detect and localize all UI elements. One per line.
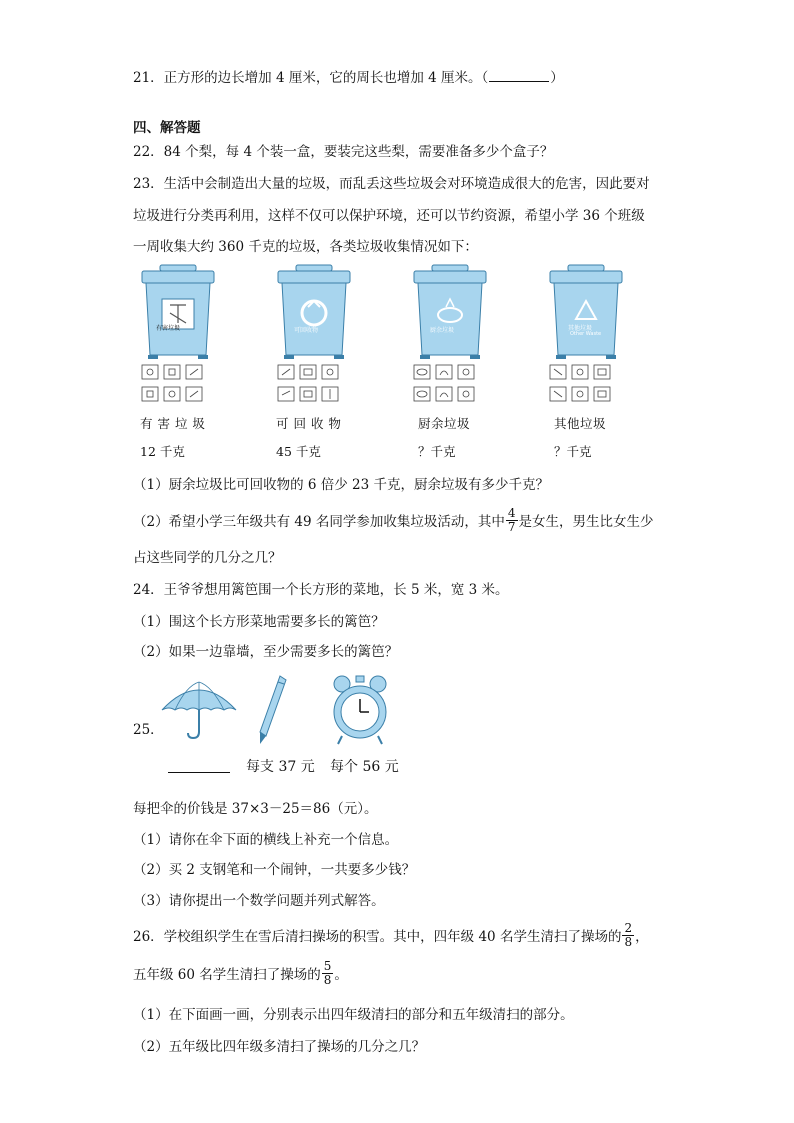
bin-label-other-waste: 其他垃圾 (554, 416, 607, 431)
garbage-bins-figure (138, 263, 638, 463)
question-21 (133, 66, 564, 86)
bin-sign-text: 厨余垃圾 (430, 327, 455, 334)
question-26-sub1: （1）在下面画一画，分别表示出四年级清扫的部分和五年级清扫的部分。 (133, 1007, 574, 1023)
question-22: 22．84 个梨，每 4 个装一盒，要装完这些梨，需要准备多少个盒子？ (133, 144, 554, 160)
fraction-numerator: 4 (507, 505, 516, 520)
bin-other-waste (546, 263, 626, 365)
answer-blank[interactable] (489, 69, 549, 82)
bin-sign-text: 可回收物 (294, 327, 319, 334)
bin-recyclable (274, 263, 354, 365)
question-23-line1: 23．生活中会制造出大量的垃圾，而乱丢这些垃圾会对环境造成很大的危害，因此要对 (133, 176, 650, 192)
alarm-clock-icon (330, 674, 390, 746)
question-26-line2 (133, 956, 348, 990)
question-25-calc: 每把伞的价钱是 37×3－25＝86（元）。 (133, 801, 378, 817)
food-waste-bin-icon (410, 263, 490, 361)
bin-label-food-waste: 厨余垃圾 (418, 416, 471, 431)
question-25-sub3: （3）请你提出一个数学问题并列式解答。 (133, 893, 385, 909)
question-23-sub1: （1）厨余垃圾比可回收物的 6 倍少 23 千克，厨余垃圾有多少千克？ (133, 477, 550, 493)
bin-label-recyclable: 可 回 收 物 (276, 416, 342, 431)
fraction-denominator: 7 (507, 519, 516, 534)
recyclable-bin-icon (274, 263, 354, 361)
question-26-sub2: （2）五年级比四年级多清扫了操场的几分之几？ (133, 1039, 426, 1055)
other-waste-items-icon (548, 363, 618, 407)
question-25-sub1: （1）请你在伞下面的横线上补充一个信息。 (133, 832, 399, 848)
other-waste-bin-icon (546, 263, 626, 361)
fraction-numerator: 2 (624, 920, 633, 935)
bin-sign-text: 其他垃圾 (568, 325, 593, 332)
question-23-line3: 一周收集大约 360 千克的垃圾，各类垃圾收集情况如下： (133, 239, 478, 255)
question-26-line2-text: 五年级 60 名学生清扫了操场的 (133, 967, 321, 983)
hazardous-items-icon (140, 363, 210, 407)
hazardous-bin-icon (138, 263, 218, 361)
bin-label-hazardous: 有 害 垃 圾 (140, 416, 206, 431)
question-26-line1-punct: ， (635, 929, 649, 945)
question-25-number: 25． (133, 722, 164, 738)
question-26-line2-punct: 。 (334, 967, 348, 983)
question-23-sub2-line2: 占这些同学的几分之几？ (133, 550, 282, 566)
bin-weight-recyclable: 45 千克 (276, 444, 321, 459)
question-23-sub2-before: （2）希望小学三年级共有 49 名同学参加收集垃圾活动，其中 (133, 514, 505, 530)
question-25-sub2: （2）买 2 支钢笔和一个闹钟，一共要多少钱？ (133, 862, 416, 878)
pen-icon (254, 674, 290, 746)
question-24: 24．王爷爷想用篱笆围一个长方形的菜地，长 5 米，宽 3 米。 (133, 582, 509, 598)
fraction-five-eighths (322, 960, 334, 987)
question-24-sub1: （1）围这个长方形菜地需要多长的篱笆？ (133, 614, 385, 630)
question-26-line1 (133, 918, 649, 952)
question-26-line1-text: 26．学校组织学生在雪后清扫操场的积雪。其中，四年级 40 名学生清扫了操场的 (133, 929, 622, 945)
bin-weight-food-waste: ？千克 (418, 444, 456, 459)
bin-sign-subtext: Other Waste (570, 331, 602, 337)
bin-food-waste (410, 263, 490, 365)
fraction-denominator: 8 (323, 972, 332, 987)
question-23-sub2 (133, 502, 654, 538)
fraction-denominator: 8 (624, 934, 633, 949)
question-23-line2: 垃圾进行分类再利用，这样不仅可以保护环境，还可以节约资源，希望小学 36 个班级 (133, 208, 645, 224)
question-21-close: ） (550, 70, 564, 86)
fraction-four-sevenths (506, 507, 518, 534)
question-23-sub2-after: 是女生，男生比女生少 (518, 514, 654, 530)
question-24-sub2: （2）如果一边靠墙，至少需要多长的篱笆？ (133, 644, 399, 660)
fraction-two-eighths (622, 922, 634, 949)
umbrella-icon (160, 676, 238, 740)
pen-price: 每支 37 元 (246, 759, 315, 775)
bin-weight-hazardous: 12 千克 (140, 444, 185, 459)
food-waste-items-icon (412, 363, 482, 407)
section-title: 四、解答题 (133, 120, 201, 136)
bin-hazardous (138, 263, 218, 365)
recyclable-items-icon (276, 363, 346, 407)
umbrella-info-blank[interactable] (168, 772, 230, 773)
fraction-numerator: 5 (323, 958, 332, 973)
bin-weight-other-waste: ？千克 (554, 444, 592, 459)
bin-sign-text: 有害垃圾 (156, 325, 181, 332)
question-21-text: 21．正方形的边长增加 4 厘米，它的周长也增加 4 厘米。（ (133, 70, 489, 86)
clock-price: 每个 56 元 (330, 759, 399, 775)
